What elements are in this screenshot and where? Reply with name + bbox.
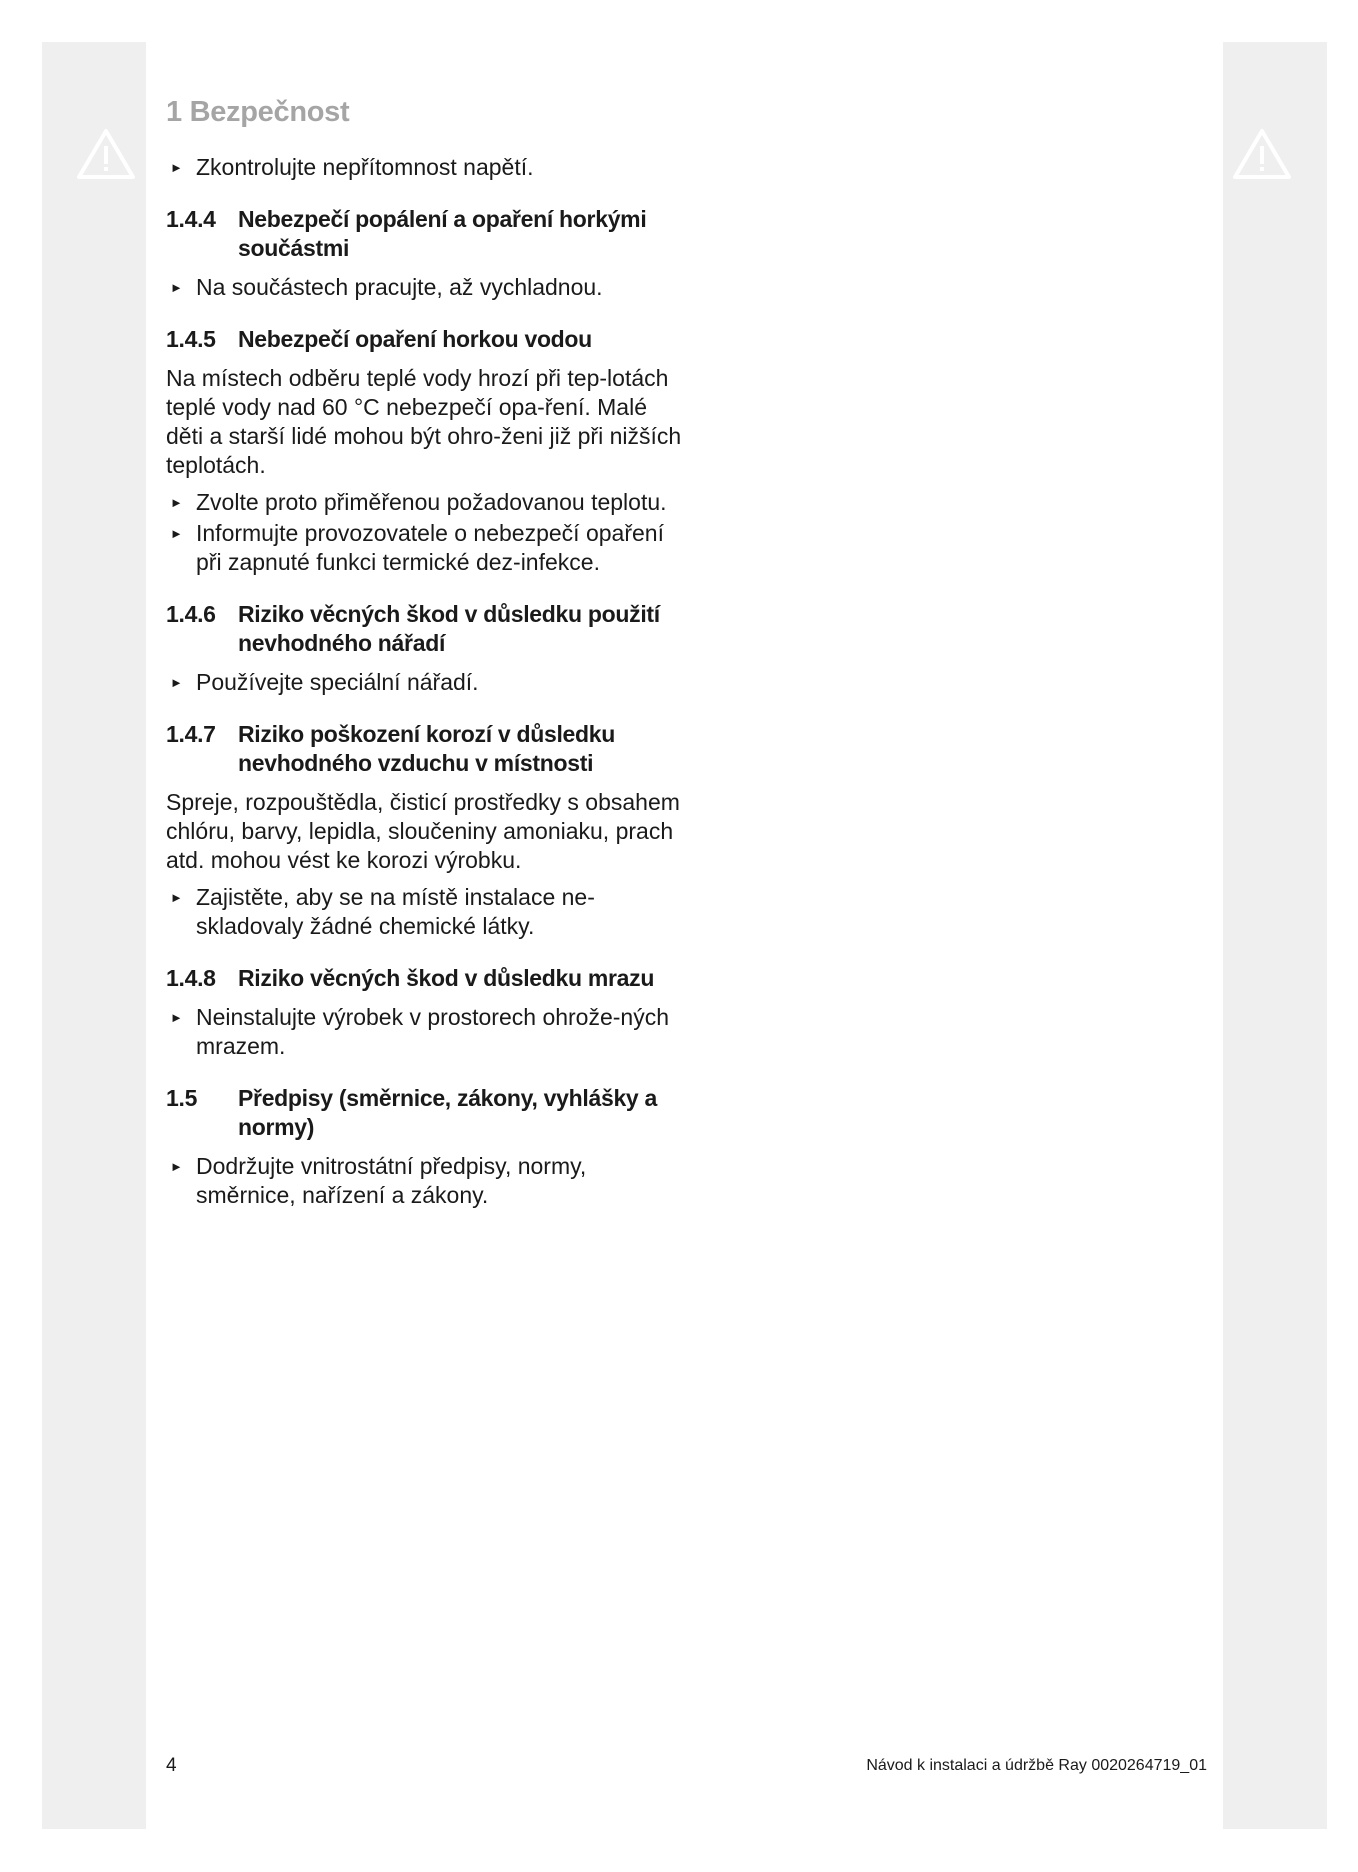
section-paragraph: Spreje, rozpouštědla, čisticí prostředky s obsahem chlóru, barvy, lepidla, sloučeniny amoniaku, prach atd. mohou vést ke korozi výrobku. — [166, 789, 680, 873]
bullet-item — [166, 668, 686, 697]
warning-triangle-icon — [1232, 128, 1292, 180]
section-paragraph: Na místech odběru teplé vody hrozí při tep-lotách teplé vody nad 60 °C nebezpečí opa-ření. Malé děti a starší lidé mohou být ohro-ženi již při nižších teplotách. — [166, 365, 682, 478]
triangle-right-icon: ► — [170, 890, 183, 905]
section-heading — [166, 964, 686, 993]
bullet-text: Zkontrolujte nepřítomnost napětí. — [196, 154, 534, 180]
triangle-right-icon: ► — [170, 526, 183, 541]
section-number: 1.4.7 — [166, 721, 216, 747]
section-title: Nebezpečí popálení a opaření horkými součástmi — [238, 206, 647, 261]
bullet-item — [166, 488, 686, 517]
page-number: 4 — [166, 1755, 177, 1776]
triangle-right-icon: ► — [170, 160, 183, 175]
section-heading — [166, 205, 686, 263]
bullet-text: Informujte provozovatele o nebezpečí opaření při zapnuté funkci termické dez-infekce. — [196, 520, 664, 575]
section-number: 1.4.8 — [166, 965, 216, 991]
section-title: Riziko poškození korozí v důsledku nevhodného vzduchu v místnosti — [238, 721, 616, 776]
document-title: Návod k instalaci a údržbě Ray 0020264719_01 — [866, 1757, 1207, 1774]
triangle-right-icon: ► — [170, 675, 183, 690]
bullet-text: Na součástech pracujte, až vychladnou. — [196, 274, 603, 300]
section-title: Nebezpečí opaření horkou vodou — [238, 326, 592, 352]
main-content — [166, 153, 686, 1212]
bullet-item — [166, 1003, 686, 1061]
section-title: Předpisy (směrnice, zákony, vyhlášky a normy) — [238, 1085, 658, 1140]
right-margin-strip — [1223, 42, 1327, 1829]
triangle-right-icon: ► — [170, 1159, 183, 1174]
bullet-text: Zajistěte, aby se na místě instalace ne-skladovaly žádné chemické látky. — [196, 884, 595, 939]
chapter-title: 1 Bezpečnost — [166, 96, 350, 128]
section-number: 1.4.4 — [166, 206, 216, 232]
section-number: 1.5 — [166, 1085, 198, 1111]
bullet-text: Dodržujte vnitrostátní předpisy, normy, směrnice, nařízení a zákony. — [196, 1153, 587, 1208]
warning-triangle-icon — [76, 128, 136, 180]
section-heading — [166, 600, 686, 658]
section-title: Riziko věcných škod v důsledku použití nevhodného nářadí — [238, 601, 660, 656]
bullet-item — [166, 883, 686, 941]
section-title: Riziko věcných škod v důsledku mrazu — [238, 965, 655, 991]
section-heading — [166, 1084, 686, 1142]
bullet-text: Zvolte proto přiměřenou požadovanou teplotu. — [196, 489, 667, 515]
bullet-item — [166, 1152, 686, 1210]
triangle-right-icon: ► — [170, 1010, 183, 1025]
section-number: 1.4.5 — [166, 326, 216, 352]
bullet-text: Používejte speciální nářadí. — [196, 669, 479, 695]
bullet-item — [166, 153, 686, 182]
triangle-right-icon: ► — [170, 280, 183, 295]
bullet-text: Neinstalujte výrobek v prostorech ohrože-ných mrazem. — [196, 1004, 670, 1059]
bullet-item — [166, 519, 686, 577]
triangle-right-icon: ► — [170, 495, 183, 510]
left-margin-strip — [42, 42, 146, 1829]
bullet-item — [166, 273, 686, 302]
section-heading — [166, 720, 686, 778]
section-number: 1.4.6 — [166, 601, 216, 627]
section-heading — [166, 325, 686, 354]
